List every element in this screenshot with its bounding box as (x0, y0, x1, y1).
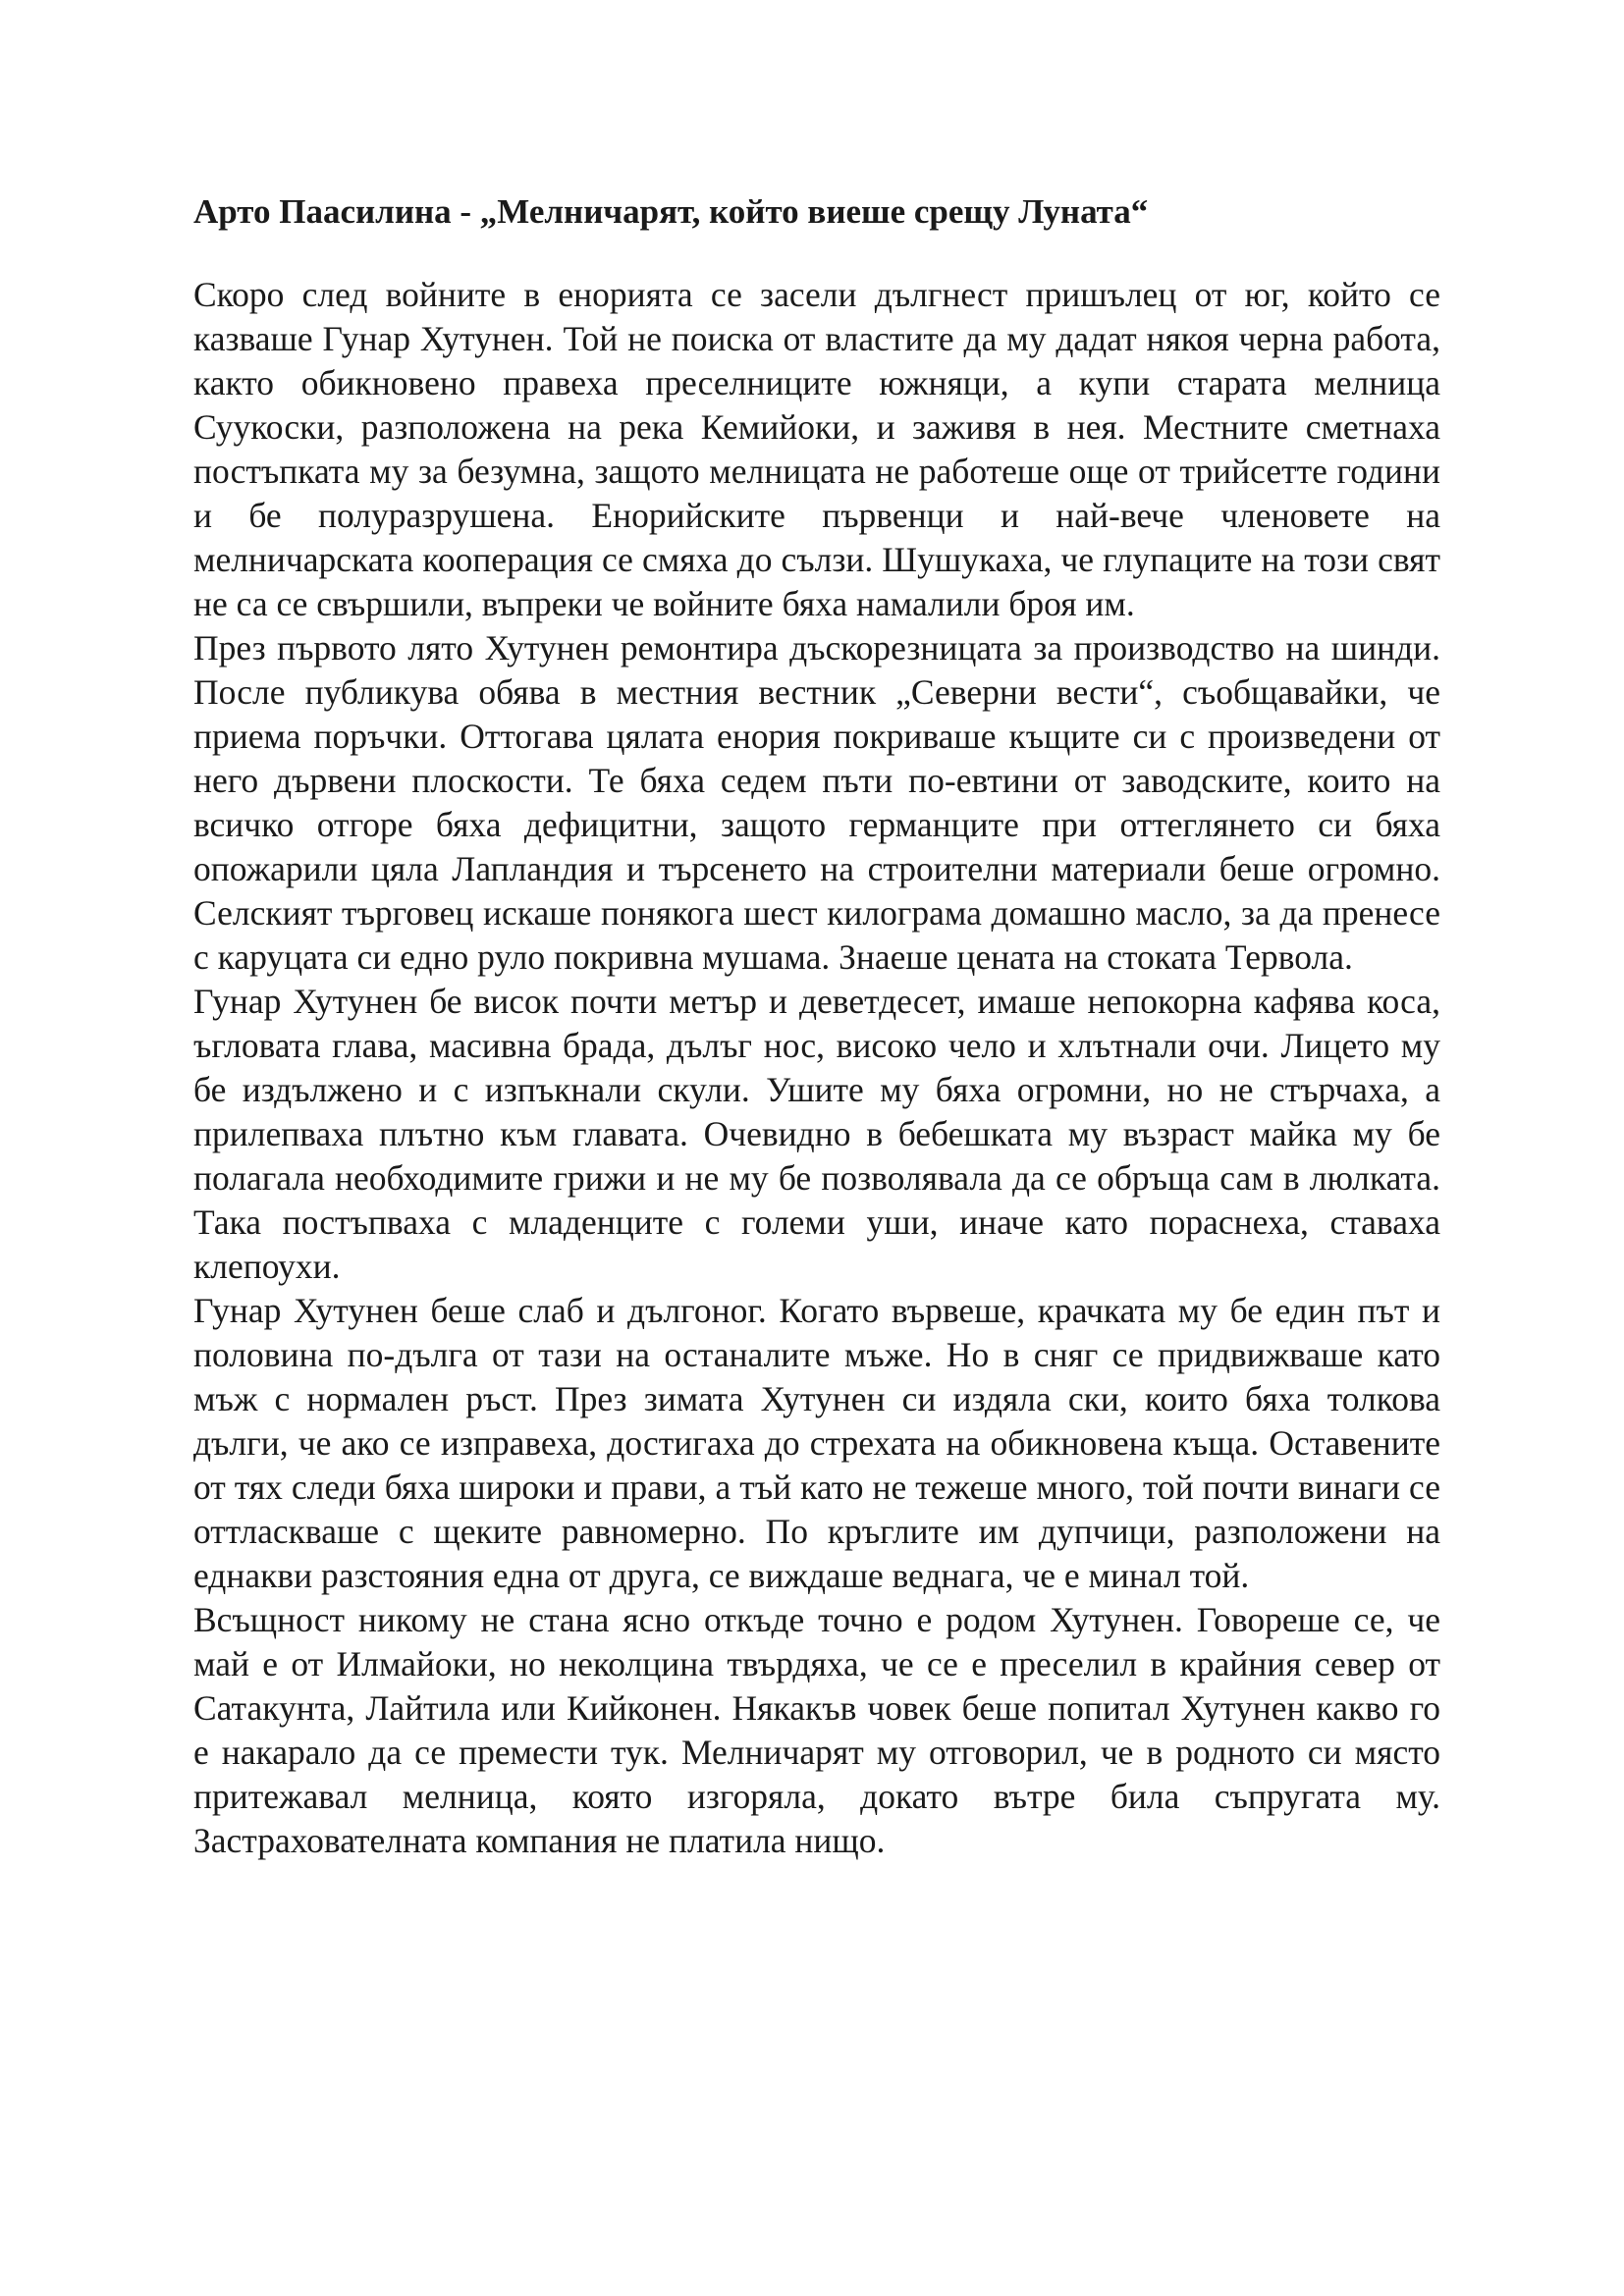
paragraph: Гунар Хутунен бе висок почти метър и деветдесет, имаше непокорна кафява коса, ъгловата глава, масивна брада, дълъг нос, високо чело и хлътнали очи. Лицето му бе издължено и с изпъкнали скули. Ушите му бяха огромни, но не стърчаха, а прилепваха плътно към главата. Очевидно в бебешката му възраст майка му бе полагала необходимите грижи и не му бе позволявала да се обръща сам в люлката. Така постъпваха с младенците с големи уши, иначе като пораснеха, ставаха клепоухи. (193, 982, 1440, 1286)
paragraph: Скоро след войните в енорията се засели дългнест пришълец от юг, който се казваше Гунар Хутунен. Той не поиска от властите да му дадат някоя черна работа, както обикновено правеха преселниците южняци, а купи старата мелница Суукоски, разположена на река Кемийоки, и заживя в нея. Местните сметнаха постъпката му за безумна, защото мелницата не работеше още от трийсетте години и бе полуразрушена. Енорийските първенци и най-вече членовете на мелничарската кооперация се смяха до сълзи. Шушукаха, че глупаците на този свят не са се свършили, въпреки че войните бяха намалили броя им. (193, 275, 1440, 623)
document-page (193, 192, 1440, 1863)
paragraph: Гунар Хутунен беше слаб и дългоног. Когато вървеше, крачката му бе един път и половина по-дълга от тази на останалите мъже. Но в сняг се придвижваше като мъж с нормален ръст. През зимата Хутунен си издяла ски, които бяха толкова дълги, че ако се изправеха, достигаха до стрехата на обикновена къща. Оставените от тях следи бяха широки и прави, а тъй като не тежеше много, той почти винаги се оттласкваше с щеките равномерно. По кръглите им дупчици, разположени на еднакви разстояния една от друга, се виждаше веднага, че е минал той. (193, 1291, 1440, 1595)
document-body (193, 273, 1440, 1863)
paragraph: Всъщност никому не стана ясно откъде точно е родом Хутунен. Говореше се, че май е от Илмайоки, но неколцина твърдяха, че се е преселил в крайния север от Сатакунта, Лайтила или Кийконен. Някакъв човек беше попитал Хутунен какво го е накарало да се премести тук. Мелничарят му отговорил, че в родното си място притежавал мелница, която изгоряла, докато вътре била съпругата му. Застрахователната компания не платила нищо. (193, 1600, 1440, 1860)
paragraph: През първото лято Хутунен ремонтира дъскорезницата за производство на шинди. После публикува обява в местния вестник „Северни вести“, съобщавайки, че приема поръчки. Оттогава цялата енория покриваше къщите си с произведени от него дървени плоскости. Те бяха седем пъти по-евтини от заводските, които на всичко отгоре бяха дефицитни, защото германците при оттеглянето си бяха опожарили цяла Лапландия и търсенето на строителни материали беше огромно. Селският търговец искаше понякога шест килограма домашно масло, за да пренесе с каруцата си едно руло покривна мушама. Знаеше цената на стоката Тервола. (193, 628, 1440, 977)
document-title: Арто Паасилина - „Мелничарят, който виеше срещу Луната“ (193, 192, 1149, 231)
